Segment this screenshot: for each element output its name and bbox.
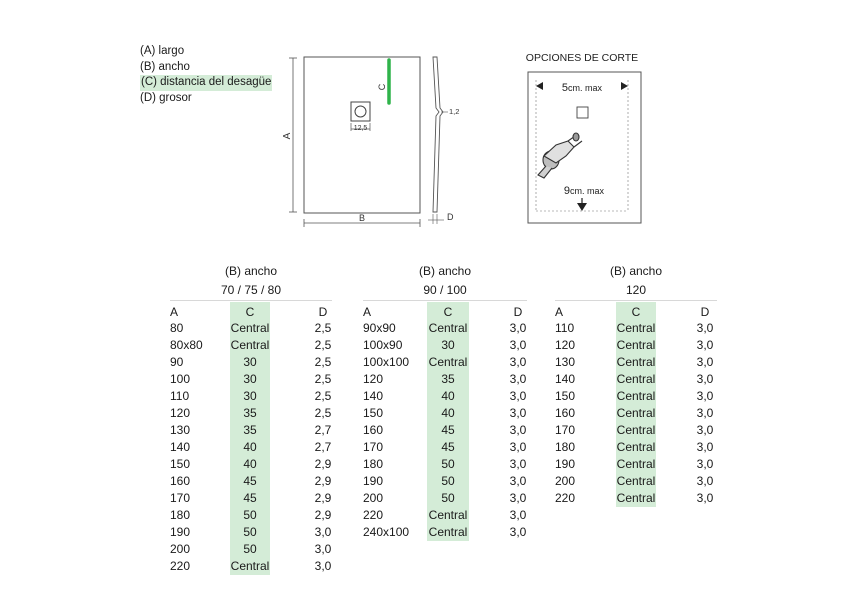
- table-group-label: (B) ancho: [609, 264, 663, 278]
- cell-distancia: 50: [243, 542, 257, 556]
- table-group-label: (B) ancho: [224, 264, 278, 278]
- cell-largo: 170: [363, 440, 384, 454]
- cell-largo: 180: [170, 508, 191, 522]
- cell-grosor: 2,7: [314, 423, 332, 437]
- legend-item-distancia-desague: (C) distancia del desagüe: [140, 75, 272, 91]
- cell-distancia: Central: [616, 457, 656, 471]
- cell-grosor: 3,0: [696, 491, 714, 505]
- tray-top-view: [304, 57, 420, 213]
- angle-grinder-icon: [538, 133, 582, 178]
- cell-grosor: 3,0: [509, 440, 527, 454]
- cell-largo: 100: [170, 372, 191, 386]
- cell-grosor: 3,0: [509, 355, 527, 369]
- cell-grosor: 3,0: [314, 525, 332, 539]
- cell-distancia: Central: [616, 321, 656, 335]
- max-bottom-label: 9cm. max: [563, 185, 605, 197]
- cell-largo: 90: [170, 355, 184, 369]
- cell-grosor: 3,0: [696, 321, 714, 335]
- table-divider: [363, 300, 527, 301]
- label-b: B: [358, 213, 366, 223]
- cell-distancia: Central: [616, 372, 656, 386]
- cell-largo: 150: [363, 406, 384, 420]
- cell-distancia: 35: [441, 372, 455, 386]
- cell-distancia: 30: [243, 355, 257, 369]
- cell-grosor: 2,7: [314, 440, 332, 454]
- label-d: D: [447, 212, 454, 222]
- drain-outline: [351, 102, 370, 121]
- shower-tray-diagram: [0, 0, 865, 240]
- cell-largo: 120: [363, 372, 384, 386]
- cell-largo: 140: [555, 372, 576, 386]
- cell-largo: 80x80: [170, 338, 203, 352]
- cell-distancia: 50: [441, 457, 455, 471]
- cell-largo: 220: [363, 508, 384, 522]
- cell-distancia: 40: [243, 457, 257, 471]
- cell-largo: 200: [555, 474, 576, 488]
- cell-distancia: Central: [428, 321, 468, 335]
- cell-distancia: Central: [616, 355, 656, 369]
- cell-distancia: 50: [243, 525, 257, 539]
- table-ancho-120: [555, 264, 717, 584]
- table-width-values: 90 / 100: [423, 283, 467, 297]
- column-header-d: D: [318, 305, 328, 319]
- cell-grosor: 3,0: [696, 406, 714, 420]
- cell-distancia: 40: [243, 440, 257, 454]
- cell-grosor: 3,0: [314, 559, 332, 573]
- cell-distancia: Central: [616, 406, 656, 420]
- cell-largo: 100x90: [363, 338, 403, 352]
- cell-grosor: 3,0: [509, 491, 527, 505]
- cell-largo: 170: [170, 491, 191, 505]
- cell-distancia: Central: [616, 389, 656, 403]
- cell-grosor: 2,5: [314, 321, 332, 335]
- label-a: A: [282, 132, 293, 140]
- cell-largo: 150: [170, 457, 191, 471]
- cell-largo: 160: [170, 474, 191, 488]
- cell-grosor: 2,5: [314, 406, 332, 420]
- cell-distancia: Central: [616, 440, 656, 454]
- cell-distancia: 45: [441, 423, 455, 437]
- cell-largo: 190: [555, 457, 576, 471]
- cell-largo: 160: [555, 406, 576, 420]
- cell-grosor: 3,0: [509, 389, 527, 403]
- cell-distancia: 35: [243, 423, 257, 437]
- cell-largo: 240x100: [363, 525, 410, 539]
- column-header-d: D: [513, 305, 523, 319]
- cell-grosor: 2,9: [314, 474, 332, 488]
- cell-distancia: Central: [428, 525, 468, 539]
- arrow-left-icon: [536, 82, 543, 90]
- cell-largo: 130: [170, 423, 191, 437]
- max-side-label: 5cm. max: [561, 82, 603, 94]
- legend-item-ancho: (B) ancho: [140, 60, 190, 73]
- table-group-label: (B) ancho: [418, 264, 472, 278]
- cell-largo: 100x100: [363, 355, 410, 369]
- arrow-right-icon: [621, 82, 628, 90]
- cell-largo: 180: [363, 457, 384, 471]
- cell-distancia: Central: [616, 491, 656, 505]
- cell-largo: 190: [170, 525, 191, 539]
- cell-distancia: Central: [616, 474, 656, 488]
- column-header-c: C: [443, 305, 453, 319]
- column-header-d: D: [700, 305, 710, 319]
- cell-largo: 190: [363, 474, 384, 488]
- cell-largo: 110: [555, 321, 575, 335]
- legend-item-grosor: (D) grosor: [140, 91, 192, 104]
- cell-distancia: 35: [243, 406, 257, 420]
- cell-grosor: 3,0: [509, 474, 527, 488]
- arrow-down-icon: [577, 203, 587, 211]
- cell-distancia: 30: [243, 372, 257, 386]
- column-header-a: A: [363, 305, 372, 319]
- cell-grosor: 2,5: [314, 389, 332, 403]
- cell-grosor: 2,5: [314, 355, 332, 369]
- cell-grosor: 3,0: [314, 542, 332, 556]
- cell-grosor: 3,0: [696, 457, 714, 471]
- cell-largo: 170: [555, 423, 576, 437]
- cell-grosor: 3,0: [509, 508, 527, 522]
- cell-grosor: 3,0: [509, 321, 527, 335]
- cell-grosor: 2,9: [314, 508, 332, 522]
- cell-largo: 140: [170, 440, 191, 454]
- cell-largo: 160: [363, 423, 384, 437]
- cell-largo: 150: [555, 389, 576, 403]
- cell-largo: 180: [555, 440, 576, 454]
- cell-grosor: 3,0: [509, 406, 527, 420]
- cell-grosor: 3,0: [509, 372, 527, 386]
- table-width-values: 70 / 75 / 80: [220, 283, 282, 297]
- cell-grosor: 3,0: [696, 423, 714, 437]
- cell-distancia: 30: [441, 338, 455, 352]
- cell-grosor: 3,0: [696, 389, 714, 403]
- cell-grosor: 3,0: [696, 474, 714, 488]
- cell-distancia: 50: [243, 508, 257, 522]
- cell-largo: 120: [555, 338, 576, 352]
- cell-distancia: 45: [243, 491, 257, 505]
- cell-distancia: 40: [441, 389, 455, 403]
- cell-largo: 200: [363, 491, 384, 505]
- cell-distancia: 45: [243, 474, 257, 488]
- table-divider: [555, 300, 717, 301]
- cell-largo: 220: [170, 559, 191, 573]
- cell-largo: 200: [170, 542, 191, 556]
- thickness-label: 1,2: [449, 107, 460, 116]
- column-header-c: C: [631, 305, 641, 319]
- cell-grosor: 3,0: [509, 457, 527, 471]
- cell-grosor: 3,0: [509, 525, 527, 539]
- cell-grosor: 3,0: [696, 372, 714, 386]
- table-width-values: 120: [625, 283, 647, 297]
- cell-grosor: 3,0: [696, 440, 714, 454]
- cell-largo: 120: [170, 406, 191, 420]
- cell-grosor: 3,0: [696, 355, 714, 369]
- cell-grosor: 2,5: [314, 372, 332, 386]
- cell-distancia: Central: [428, 508, 468, 522]
- cell-distancia: Central: [428, 355, 468, 369]
- cell-distancia: Central: [230, 321, 270, 335]
- cut-options-title: OPCIONES DE CORTE: [525, 52, 639, 64]
- table-ancho-90-100: [363, 264, 527, 584]
- cell-distancia: 40: [441, 406, 455, 420]
- cell-grosor: 2,5: [314, 338, 332, 352]
- cell-largo: 110: [170, 389, 190, 403]
- cell-distancia: Central: [616, 338, 656, 352]
- cell-distancia: 50: [441, 491, 455, 505]
- label-c: C: [377, 83, 387, 91]
- cell-grosor: 3,0: [696, 338, 714, 352]
- cell-distancia: Central: [230, 559, 270, 573]
- cell-grosor: 3,0: [509, 338, 527, 352]
- tray-side-profile: [433, 57, 443, 212]
- legend-item-largo: (A) largo: [140, 45, 185, 57]
- cell-largo: 80: [170, 321, 184, 335]
- column-header-a: A: [170, 305, 179, 319]
- cell-distancia: Central: [230, 338, 270, 352]
- cut-panel-drain: [577, 107, 588, 118]
- cell-largo: 90x90: [363, 321, 396, 335]
- cell-distancia: 30: [243, 389, 257, 403]
- cut-options-panel: [528, 72, 641, 223]
- cell-grosor: 2,9: [314, 457, 332, 471]
- drain-size-label: 12,5: [353, 125, 368, 132]
- cell-distancia: 50: [441, 474, 455, 488]
- table-divider: [170, 300, 332, 301]
- cell-grosor: 3,0: [509, 423, 527, 437]
- cell-largo: 220: [555, 491, 576, 505]
- cell-distancia: 45: [441, 440, 455, 454]
- cell-distancia: Central: [616, 423, 656, 437]
- column-header-a: A: [555, 305, 564, 319]
- cell-largo: 130: [555, 355, 576, 369]
- cell-largo: 140: [363, 389, 384, 403]
- column-header-c: C: [245, 305, 255, 319]
- cell-grosor: 2,9: [314, 491, 332, 505]
- table-ancho-70-75-80: [170, 264, 332, 584]
